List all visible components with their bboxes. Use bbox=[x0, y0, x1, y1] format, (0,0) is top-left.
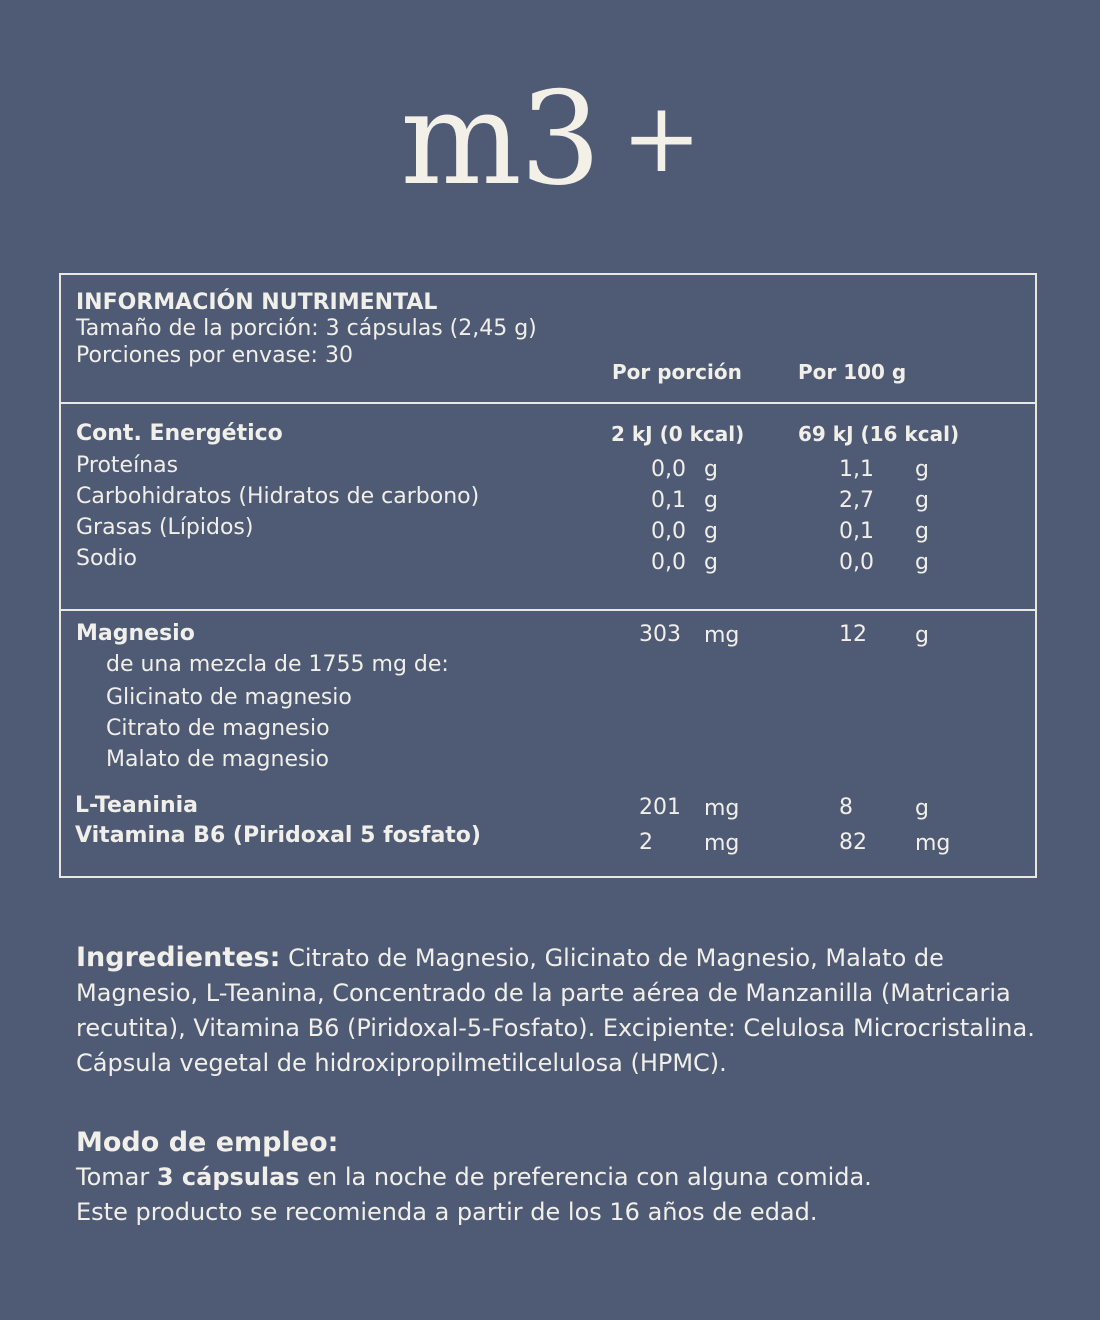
usage-line-1 bbox=[76, 1160, 1066, 1195]
column-header-per-serving: Por porción bbox=[612, 360, 742, 384]
per-serving-value: 0,0 bbox=[651, 457, 686, 482]
column-header-per-100g: Por 100 g bbox=[798, 360, 907, 384]
per-serving-value: 0,0 bbox=[651, 519, 686, 544]
per-100g-value: 0,1 bbox=[839, 519, 874, 544]
magnesium-per-100g-unit: g bbox=[915, 623, 929, 648]
nutrient-label: Sodio bbox=[76, 546, 137, 571]
usage-heading: Modo de empleo: bbox=[76, 1127, 339, 1158]
energy-per-100g: 69 kJ (16 kcal) bbox=[798, 422, 960, 446]
blend-item: Citrato de magnesio bbox=[106, 716, 330, 741]
per-serving-value: 0,1 bbox=[651, 488, 686, 513]
servings-per-container: Porciones por envase: 30 bbox=[76, 343, 353, 368]
energy-label: Cont. Energético bbox=[76, 421, 283, 446]
magnesium-per-serving-unit: mg bbox=[704, 623, 740, 648]
per-serving-unit: g bbox=[704, 488, 718, 513]
magnesium-label: Magnesio bbox=[76, 621, 195, 646]
blend-item: Malato de magnesio bbox=[106, 747, 330, 772]
brand-logo bbox=[0, 65, 1100, 220]
brand-name: m3 bbox=[400, 65, 600, 214]
per-serving-unit: g bbox=[704, 457, 718, 482]
ingredients-text: Citrato de Magnesio, Glicinato de Magnesio, Malato de Magnesio, L-Teanina, Concentrado de la parte aérea de Manzanilla (Matricaria recutita), Vitamina B6 (Piridoxal-5-Fosfato). Excipiente: Celulosa Microcristalina. Cápsula vegetal de hidroxipropilmetilcelulosa (HPMC). bbox=[76, 944, 1035, 1077]
nutrient-label: Proteínas bbox=[76, 453, 179, 478]
magnesium-per-100g-value: 12 bbox=[839, 622, 867, 647]
nutrition-table bbox=[59, 273, 1037, 878]
per-100g-value: 8 bbox=[839, 795, 853, 820]
per-serving-value: 2 bbox=[639, 830, 653, 855]
nutrient-label: Grasas (Lípidos) bbox=[76, 515, 254, 540]
magnesium-per-serving-value: 303 bbox=[639, 622, 681, 647]
blend-item: Glicinato de magnesio bbox=[106, 685, 352, 710]
usage-line-2: Este producto se recomienda a partir de los 16 años de edad. bbox=[76, 1198, 818, 1226]
usage-text: Tomar bbox=[76, 1163, 157, 1191]
nutrient-label: Vitamina B6 (Piridoxal 5 fosfato) bbox=[75, 823, 481, 848]
energy-per-serving: 2 kJ (0 kcal) bbox=[611, 422, 745, 446]
table-title: INFORMACIÓN NUTRIMENTAL bbox=[76, 290, 438, 315]
brand-plus-mark: + bbox=[621, 82, 700, 194]
per-serving-unit: mg bbox=[704, 796, 740, 821]
per-100g-unit: g bbox=[915, 550, 929, 575]
per-100g-unit: g bbox=[915, 488, 929, 513]
section-divider bbox=[61, 609, 1035, 611]
usage-section bbox=[76, 1125, 1066, 1230]
ingredients-paragraph bbox=[76, 940, 1066, 1081]
section-divider bbox=[61, 402, 1035, 404]
per-100g-value: 2,7 bbox=[839, 488, 874, 513]
per-serving-value: 201 bbox=[639, 795, 681, 820]
usage-dose: 3 cápsulas bbox=[156, 1163, 300, 1191]
per-serving-unit: g bbox=[704, 550, 718, 575]
per-serving-unit: mg bbox=[704, 831, 740, 856]
per-100g-unit: g bbox=[915, 519, 929, 544]
per-100g-value: 82 bbox=[839, 830, 867, 855]
usage-text: en la noche de preferencia con alguna comida. bbox=[299, 1163, 872, 1191]
blend-intro: de una mezcla de 1755 mg de: bbox=[106, 652, 449, 677]
per-100g-unit: mg bbox=[915, 831, 951, 856]
nutrient-label: Carbohidratos (Hidratos de carbono) bbox=[76, 484, 480, 509]
per-serving-value: 0,0 bbox=[651, 550, 686, 575]
per-100g-unit: g bbox=[915, 796, 929, 821]
nutrient-label: L-Teaninia bbox=[75, 793, 199, 818]
per-serving-unit: g bbox=[704, 519, 718, 544]
serving-size: Tamaño de la porción: 3 cápsulas (2,45 g) bbox=[76, 316, 537, 341]
ingredients-heading: Ingredientes: bbox=[76, 942, 281, 973]
per-100g-value: 0,0 bbox=[839, 550, 874, 575]
per-100g-unit: g bbox=[915, 457, 929, 482]
per-100g-value: 1,1 bbox=[839, 457, 874, 482]
